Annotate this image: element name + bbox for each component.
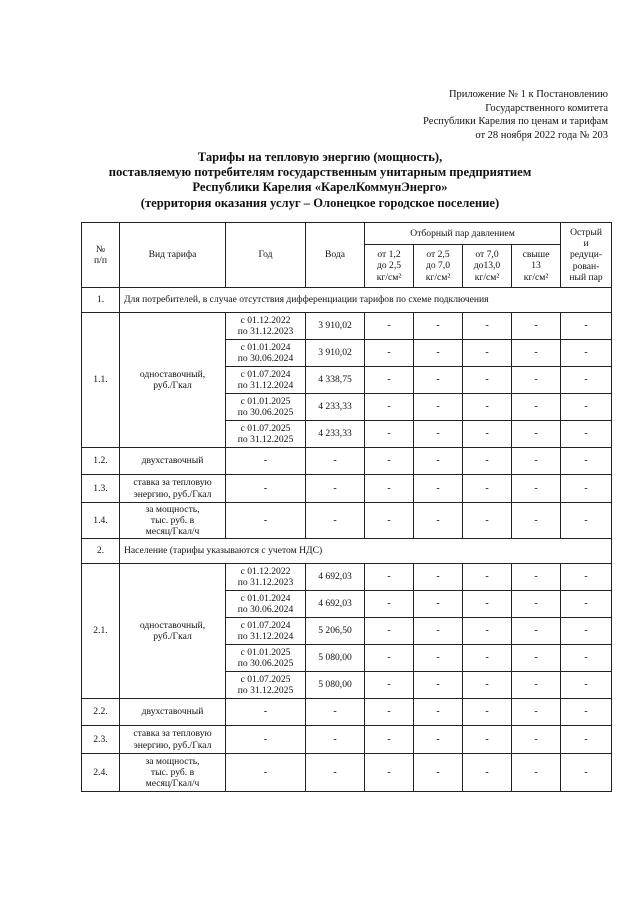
dash-cell: - <box>463 503 512 539</box>
title-line: поставляемую потребителям государственным унитарным предприятием <box>108 165 532 180</box>
dash-cell: - <box>365 754 414 792</box>
dash-cell: - <box>365 394 414 421</box>
appendix-header <box>423 88 608 142</box>
period-cell: с 01.07.2024 по 31.12.2024 <box>226 367 306 394</box>
header-year: Год <box>226 223 306 288</box>
dash-cell: - <box>512 726 561 754</box>
dash-cell: - <box>512 754 561 792</box>
table-row <box>82 726 612 754</box>
row-num: 1.2. <box>82 448 120 475</box>
water-value: 4 338,75 <box>306 367 365 394</box>
dash-cell: - <box>365 699 414 726</box>
dash-cell: - <box>414 367 463 394</box>
dash-cell: - <box>414 503 463 539</box>
dash-cell: - <box>414 699 463 726</box>
dash-cell: - <box>226 754 306 792</box>
header-pressure-2: от 2,5 до 7,0 кг/см² <box>414 245 463 288</box>
dash-cell: - <box>414 313 463 340</box>
dash-cell: - <box>561 726 612 754</box>
dash-cell: - <box>512 672 561 699</box>
dash-cell: - <box>414 475 463 503</box>
header-sharp-steam: Острый и редуци- рован- ный пар <box>561 223 612 288</box>
dash-cell: - <box>463 699 512 726</box>
dash-cell: - <box>365 421 414 448</box>
dash-cell: - <box>561 421 612 448</box>
section-row <box>82 539 612 564</box>
dash-cell: - <box>463 367 512 394</box>
dash-cell: - <box>414 448 463 475</box>
dash-cell: - <box>226 475 306 503</box>
dash-cell: - <box>306 754 365 792</box>
dash-cell: - <box>561 313 612 340</box>
dash-cell: - <box>365 475 414 503</box>
dash-cell: - <box>365 503 414 539</box>
water-value: 3 910,02 <box>306 340 365 367</box>
dash-cell: - <box>561 448 612 475</box>
dash-cell: - <box>463 394 512 421</box>
dash-cell: - <box>463 475 512 503</box>
period-cell: с 01.01.2025 по 30.06.2025 <box>226 645 306 672</box>
dash-cell: - <box>512 645 561 672</box>
table-row <box>82 503 612 539</box>
table-row <box>82 754 612 792</box>
dash-cell: - <box>414 591 463 618</box>
dash-cell: - <box>512 503 561 539</box>
dash-cell: - <box>414 421 463 448</box>
dash-cell: - <box>226 699 306 726</box>
dash-cell: - <box>561 618 612 645</box>
dash-cell: - <box>561 367 612 394</box>
table-row <box>82 699 612 726</box>
dash-cell: - <box>512 591 561 618</box>
row-tariff-type: ставка за тепловую энергию, руб./Гкал <box>120 475 226 503</box>
period-cell: с 01.12.2022 по 31.12.2023 <box>226 564 306 591</box>
water-value: 3 910,02 <box>306 313 365 340</box>
dash-cell: - <box>226 448 306 475</box>
dash-cell: - <box>463 754 512 792</box>
header-pressure-4: свыше 13 кг/см² <box>512 245 561 288</box>
dash-cell: - <box>561 340 612 367</box>
dash-cell: - <box>463 564 512 591</box>
dash-cell: - <box>463 340 512 367</box>
dash-cell: - <box>414 618 463 645</box>
dash-cell: - <box>306 503 365 539</box>
dash-cell: - <box>512 421 561 448</box>
dash-cell: - <box>512 340 561 367</box>
dash-cell: - <box>463 313 512 340</box>
period-cell: с 01.07.2024 по 31.12.2024 <box>226 618 306 645</box>
header-pressure-3: от 7,0 до13,0 кг/см² <box>463 245 512 288</box>
row-num: 1.3. <box>82 475 120 503</box>
water-value: 4 233,33 <box>306 421 365 448</box>
dash-cell: - <box>463 672 512 699</box>
dash-cell: - <box>512 367 561 394</box>
dash-cell: - <box>226 503 306 539</box>
dash-cell: - <box>463 448 512 475</box>
dash-cell: - <box>414 672 463 699</box>
dash-cell: - <box>512 394 561 421</box>
period-cell: с 01.12.2022 по 31.12.2023 <box>226 313 306 340</box>
dash-cell: - <box>463 421 512 448</box>
dash-cell: - <box>463 618 512 645</box>
table-row <box>82 448 612 475</box>
row-num: 1.1. <box>82 313 120 448</box>
header-steam: Отборный пар давлением <box>365 223 561 245</box>
dash-cell: - <box>512 699 561 726</box>
dash-cell: - <box>512 475 561 503</box>
dash-cell: - <box>512 313 561 340</box>
dash-cell: - <box>365 367 414 394</box>
dash-cell: - <box>414 394 463 421</box>
dash-cell: - <box>365 618 414 645</box>
water-value: 4 692,03 <box>306 591 365 618</box>
dash-cell: - <box>512 448 561 475</box>
header-pressure-1: от 1,2 до 2,5 кг/см² <box>365 245 414 288</box>
dash-cell: - <box>226 726 306 754</box>
dash-cell: - <box>463 645 512 672</box>
dash-cell: - <box>561 699 612 726</box>
row-num: 2.3. <box>82 726 120 754</box>
dash-cell: - <box>306 475 365 503</box>
appendix-line: Приложение № 1 к Постановлению <box>448 89 608 100</box>
dash-cell: - <box>365 340 414 367</box>
appendix-line: от 28 ноября 2022 года № 203 <box>475 129 608 141</box>
appendix-line: Государственного комитета <box>485 102 608 114</box>
row-tariff-type: ставка за тепловую энергию, руб./Гкал <box>120 726 226 754</box>
section-num: 1. <box>82 288 120 313</box>
period-cell: с 01.01.2025 по 30.06.2025 <box>226 394 306 421</box>
tariff-table <box>81 222 612 792</box>
header-water: Вода <box>306 223 365 288</box>
dash-cell: - <box>306 448 365 475</box>
dash-cell: - <box>414 340 463 367</box>
row-num: 2.1. <box>82 564 120 699</box>
water-value: 4 233,33 <box>306 394 365 421</box>
water-value: 5 206,50 <box>306 618 365 645</box>
dash-cell: - <box>512 618 561 645</box>
period-cell: с 01.07.2025 по 31.12.2025 <box>226 672 306 699</box>
row-tariff-type: одноставочный, руб./Гкал <box>120 564 226 699</box>
dash-cell: - <box>463 591 512 618</box>
dash-cell: - <box>365 672 414 699</box>
row-tariff-type: за мощность, тыс. руб. в месяц/Гкал/ч <box>120 754 226 792</box>
dash-cell: - <box>365 564 414 591</box>
water-value: 5 080,00 <box>306 672 365 699</box>
row-tariff-type: двухставочный <box>120 699 226 726</box>
section-num: 2. <box>82 539 120 564</box>
dash-cell: - <box>414 726 463 754</box>
dash-cell: - <box>561 503 612 539</box>
dash-cell: - <box>306 726 365 754</box>
section-title: Население (тарифы указываются с учетом НДС) <box>120 539 612 564</box>
row-num: 1.4. <box>82 503 120 539</box>
title-line: Тарифы на тепловую энергию (мощность), <box>197 150 443 164</box>
dash-cell: - <box>561 591 612 618</box>
period-cell: с 01.01.2024 по 30.06.2024 <box>226 591 306 618</box>
header-row <box>82 223 612 245</box>
dash-cell: - <box>561 564 612 591</box>
table-row <box>82 564 612 591</box>
document-title <box>60 150 580 211</box>
dash-cell: - <box>365 645 414 672</box>
row-tariff-type: двухставочный <box>120 448 226 475</box>
dash-cell: - <box>561 475 612 503</box>
title-line: (территория оказания услуг – Олонецкое городское поселение) <box>140 195 500 210</box>
water-value: 5 080,00 <box>306 645 365 672</box>
water-value: 4 692,03 <box>306 564 365 591</box>
row-tariff-type: за мощность, тыс. руб. в месяц/Гкал/ч <box>120 503 226 539</box>
row-num: 2.4. <box>82 754 120 792</box>
section-title: Для потребителей, в случае отсутствия дифференциации тарифов по схеме подключения <box>120 288 612 313</box>
dash-cell: - <box>561 645 612 672</box>
header-tariff-type: Вид тарифа <box>120 223 226 288</box>
title-line: Республики Карелия «КарелКоммунЭнерго» <box>192 180 448 195</box>
dash-cell: - <box>365 313 414 340</box>
row-num: 2.2. <box>82 699 120 726</box>
dash-cell: - <box>414 564 463 591</box>
dash-cell: - <box>365 726 414 754</box>
period-cell: с 01.01.2024 по 30.06.2024 <box>226 340 306 367</box>
section-row <box>82 288 612 313</box>
dash-cell: - <box>414 645 463 672</box>
dash-cell: - <box>365 591 414 618</box>
dash-cell: - <box>414 754 463 792</box>
row-tariff-type: одноставочный, руб./Гкал <box>120 313 226 448</box>
dash-cell: - <box>561 394 612 421</box>
dash-cell: - <box>512 564 561 591</box>
dash-cell: - <box>306 699 365 726</box>
table-row <box>82 475 612 503</box>
dash-cell: - <box>561 754 612 792</box>
header-num: № п/п <box>82 223 120 288</box>
appendix-line: Республики Карелия по ценам и тарифам <box>423 116 608 127</box>
period-cell: с 01.07.2025 по 31.12.2025 <box>226 421 306 448</box>
dash-cell: - <box>463 726 512 754</box>
dash-cell: - <box>365 448 414 475</box>
dash-cell: - <box>561 672 612 699</box>
table-row <box>82 313 612 340</box>
